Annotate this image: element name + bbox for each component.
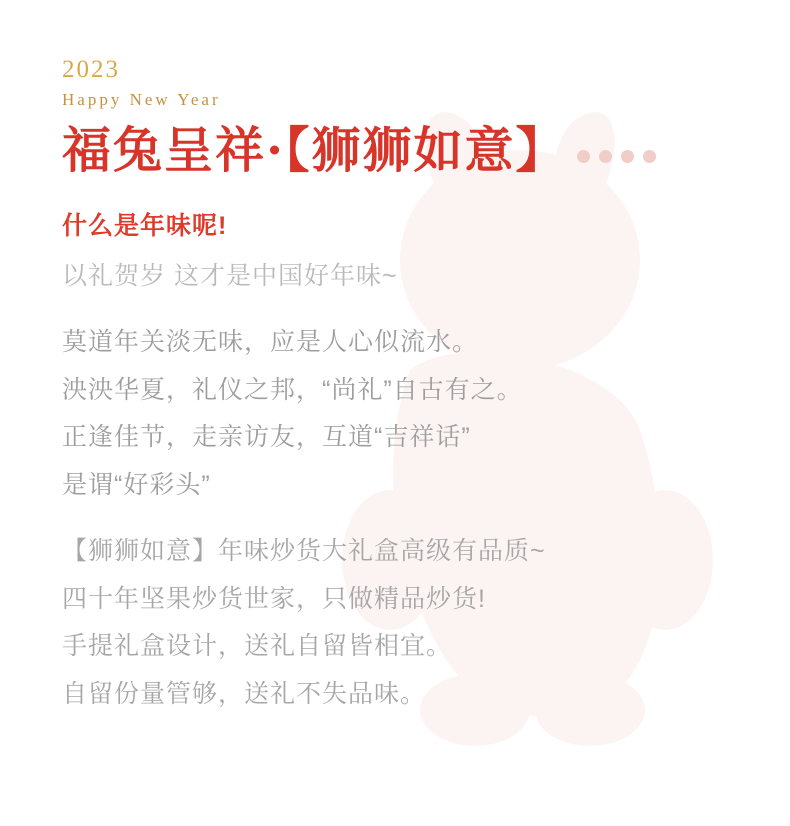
page-title: 福兔呈祥·【狮狮如意】: [62, 120, 567, 179]
greeting-label: Happy New Year: [62, 89, 221, 109]
subtitle-red: 什么是年味呢!: [62, 211, 228, 240]
title-row: [62, 122, 730, 178]
subtitle-grey: 以礼贺岁 这才是中国好年味~: [62, 261, 398, 290]
paragraph-block-one: [62, 326, 730, 503]
paragraph-line: 自留份量管够，送礼不失品味。: [62, 680, 427, 709]
paragraph-line: 是谓“好彩头”: [62, 471, 211, 500]
paragraph-line: 手提礼盒设计，送礼自留皆相宜。: [62, 632, 453, 661]
paragraph-line: 泱泱华夏，礼仪之邦，“尚礼”自古有之。: [62, 375, 523, 404]
paragraph-line: 四十年坚果炒货世家，只做精品炒货!: [62, 584, 486, 613]
paragraph-line: 【狮狮如意】年味炒货大礼盒高级有品质~: [62, 536, 546, 565]
year-label: 2023: [62, 56, 120, 83]
decorative-dots: [577, 150, 665, 163]
paragraph-line: 正逢佳节，走亲访友，互道“吉祥话”: [62, 423, 471, 452]
dot-icon: [643, 150, 656, 163]
dot-icon: [599, 150, 612, 163]
paragraph-line: 莫道年关淡无味，应是人心似流水。: [62, 327, 479, 356]
paragraph-block-two: [62, 535, 730, 712]
dot-icon: [577, 150, 590, 163]
dot-icon: [621, 150, 634, 163]
